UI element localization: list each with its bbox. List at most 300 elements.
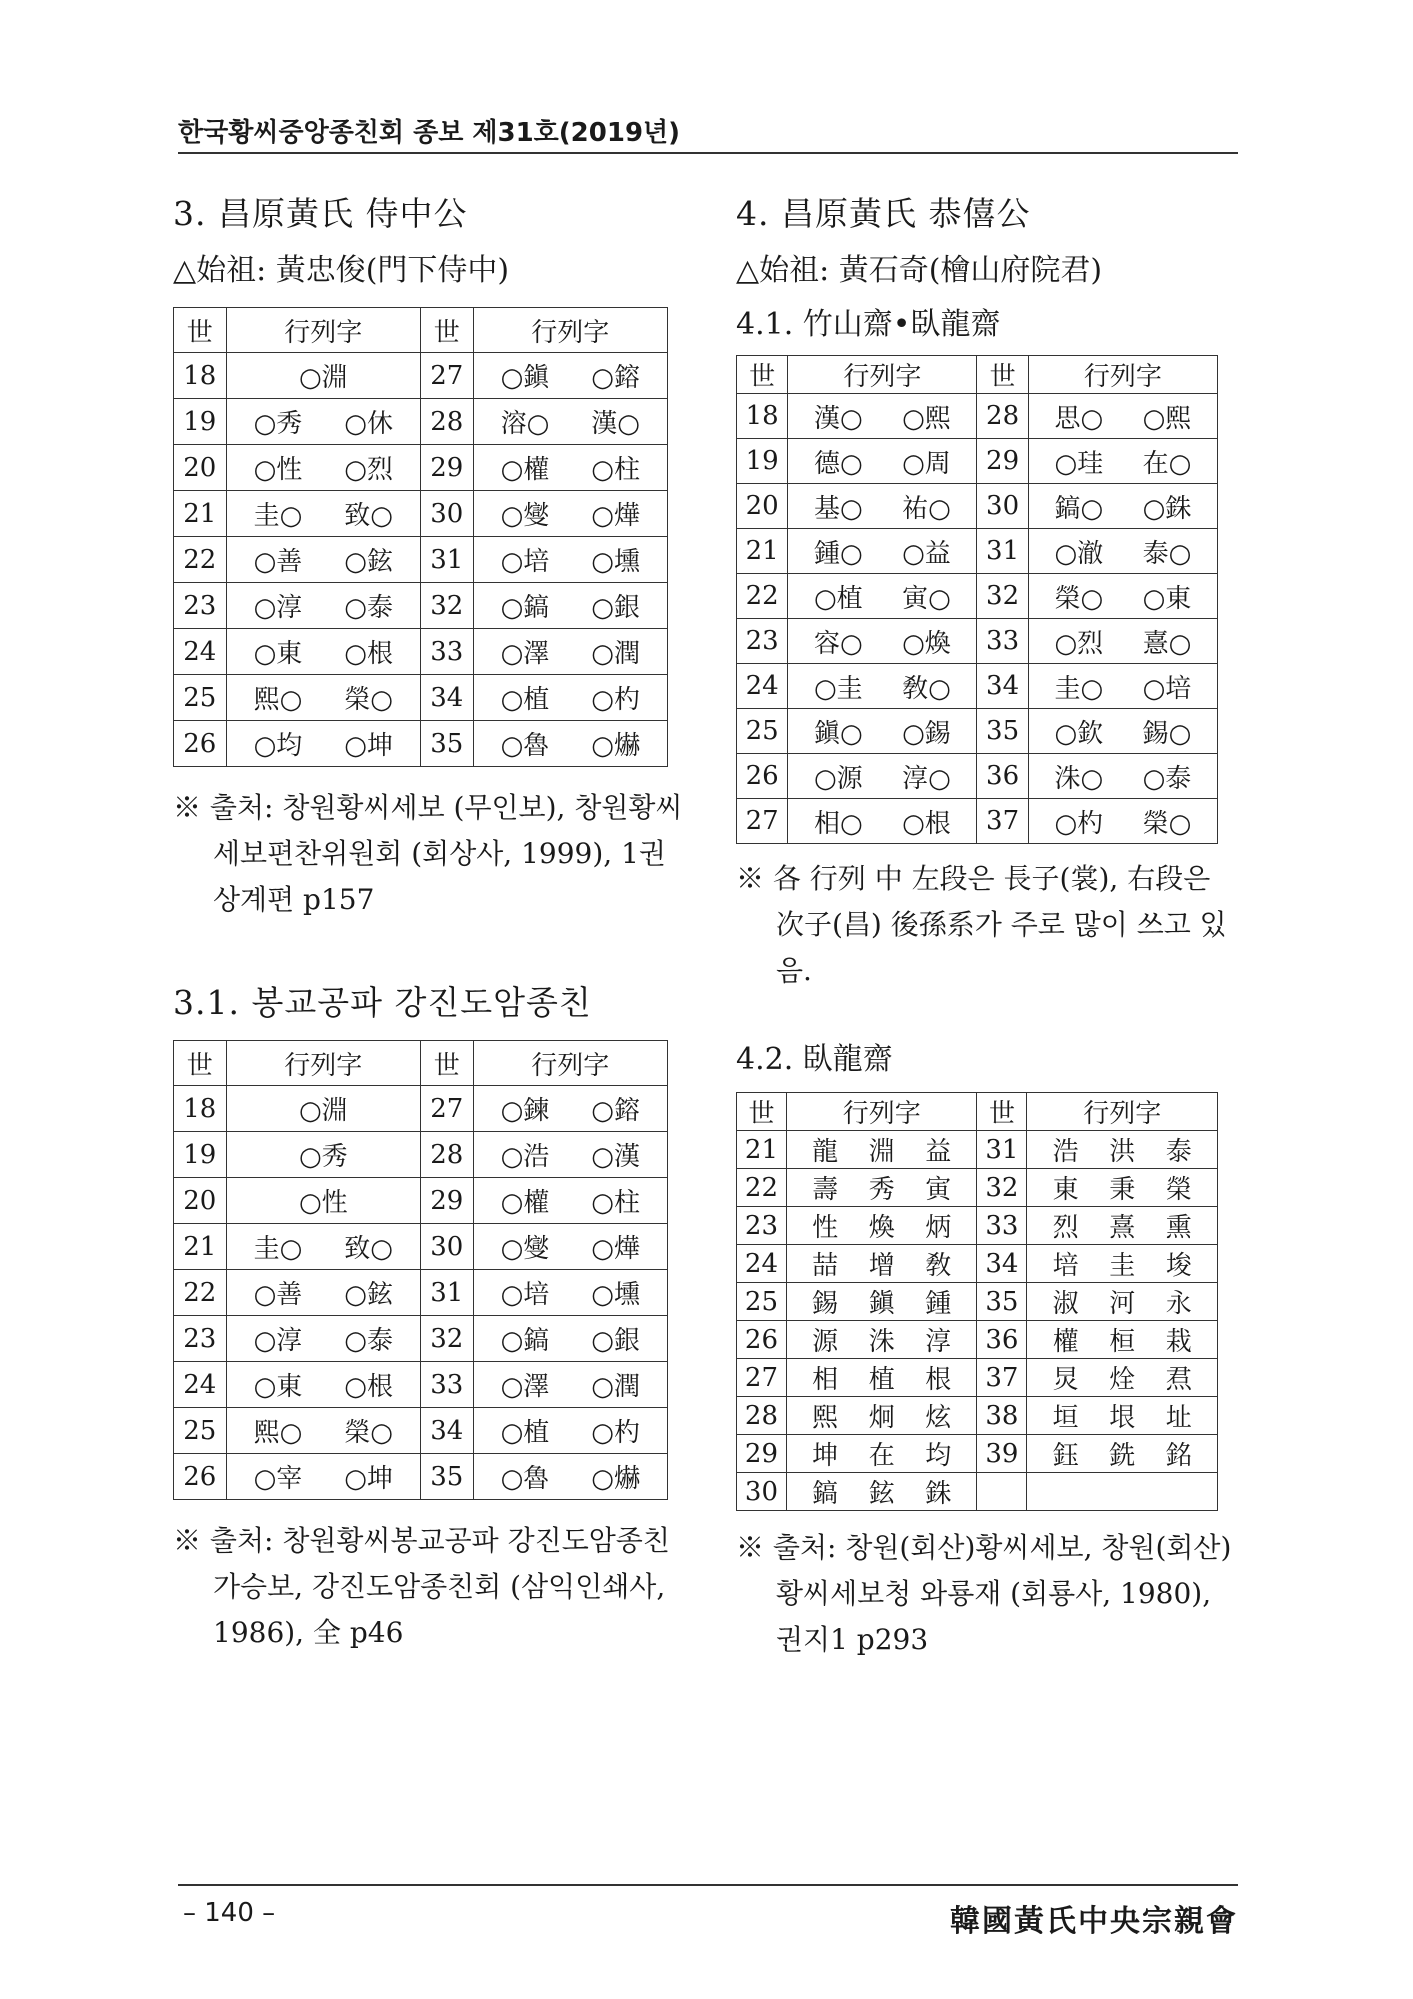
name-chars-cell [226, 491, 420, 537]
name-char: 泰○ [1142, 538, 1192, 569]
right-column [736, 188, 1246, 1663]
generation-number: 32 [420, 583, 473, 629]
name-chars-cell [226, 1316, 420, 1362]
name-char: 秉 [1109, 1175, 1136, 1205]
name-char: 炯 [868, 1403, 895, 1433]
name-char: ○鎬 [500, 593, 550, 623]
name-chars-cell [1028, 664, 1217, 709]
name-char: 圭○ [253, 501, 303, 531]
name-chars-cell [1028, 799, 1217, 844]
table-row [174, 629, 668, 675]
name-char: ○源 [813, 763, 863, 794]
name-chars-cell [786, 1359, 977, 1397]
name-char: 在 [868, 1441, 895, 1471]
name-char: 東 [1052, 1175, 1079, 1205]
name-char: ○根 [902, 808, 951, 839]
col-header-names: 行列字 [473, 308, 667, 353]
col-header-generation: 世 [174, 1041, 227, 1086]
table-row [174, 445, 668, 491]
generation-number: 35 [977, 1283, 1027, 1321]
name-chars-cell [226, 1132, 420, 1178]
name-char: 鎭 [868, 1289, 895, 1319]
name-char: 河 [1109, 1289, 1136, 1319]
name-char: 淳○ [902, 763, 951, 794]
name-char: ○魯 [500, 731, 550, 761]
col-header-generation: 世 [977, 1093, 1027, 1131]
name-char: ○澈 [1054, 538, 1104, 569]
name-char: ○均 [253, 731, 303, 761]
generation-number: 27 [420, 353, 473, 399]
name-char: 淵 [868, 1137, 895, 1167]
table-row [174, 721, 668, 767]
generation-number: 36 [977, 754, 1028, 799]
name-chars-cell [226, 353, 420, 399]
col-header-generation: 世 [977, 356, 1028, 394]
name-char: ○熙 [1142, 403, 1192, 434]
name-chars-cell [473, 1270, 667, 1316]
generation-number: 25 [174, 675, 227, 721]
name-char: 圭○ [1054, 673, 1104, 704]
name-chars-cell [788, 709, 977, 754]
name-char: 熙 [812, 1403, 839, 1433]
name-char: ○浩 [500, 1142, 550, 1172]
name-char: ○魯 [500, 1464, 550, 1494]
founder-line: △始祖: 黃石奇(檜山府院君) [736, 253, 1103, 288]
name-chars-cell [226, 445, 420, 491]
col-header-names: 行列字 [226, 308, 420, 353]
name-chars-cell [1028, 529, 1217, 574]
name-chars-cell [788, 754, 977, 799]
generation-number: 24 [174, 1362, 227, 1408]
name-char: ○植 [500, 1418, 550, 1448]
name-char: ○秀 [253, 409, 303, 439]
generation-number: 34 [977, 1245, 1027, 1283]
name-chars-cell [786, 1245, 977, 1283]
society-name: 韓國黃氏中央宗親會 [950, 1904, 1238, 1939]
name-chars-cell [788, 394, 977, 439]
name-chars-cell [1028, 754, 1217, 799]
name-chars-cell [473, 1132, 667, 1178]
name-chars-cell [473, 1086, 667, 1132]
generation-number: 29 [977, 439, 1028, 484]
name-char: 垣 [1052, 1403, 1079, 1433]
name-char: ○坤 [344, 1464, 393, 1494]
name-char: 圭○ [253, 1234, 303, 1264]
generation-number: 22 [174, 1270, 227, 1316]
name-char: ○益 [902, 538, 951, 569]
name-char: ○燁 [591, 501, 640, 531]
generation-number: 21 [737, 1131, 787, 1169]
name-char: 在○ [1142, 448, 1192, 479]
generation-table [736, 1092, 1218, 1511]
section-heading: 4.2. 臥龍齋 [736, 1042, 893, 1077]
name-char: ○植 [813, 583, 863, 614]
name-char: 熹 [1109, 1213, 1136, 1243]
name-char: 鈺 [1052, 1441, 1079, 1471]
name-chars-cell [473, 583, 667, 629]
name-char: 漢○ [813, 403, 863, 434]
name-chars-cell [788, 484, 977, 529]
name-char: ○根 [344, 639, 393, 669]
col-header-names: 行列字 [786, 1093, 977, 1131]
name-char: ○泰 [344, 593, 393, 623]
name-char: ○培 [1142, 673, 1192, 704]
table-row [174, 1178, 668, 1224]
generation-table [173, 307, 668, 767]
usage-note: ※ 各 行列 中 左段은 長子(裳), 右段은 次子(昌) 後孫系가 주로 많이 쓰고 있음. [736, 862, 1227, 987]
generation-number: 23 [737, 619, 788, 664]
name-char: 錫 [812, 1289, 839, 1319]
name-char: ○潤 [591, 1372, 640, 1402]
generation-number: 37 [977, 799, 1028, 844]
name-char: ○鎭 [500, 363, 550, 393]
generation-number: 26 [174, 1454, 227, 1500]
section-heading: 3.1. 봉교공파 강진도암종친 [173, 983, 592, 1022]
name-chars-cell [473, 1362, 667, 1408]
name-chars-cell [473, 399, 667, 445]
name-char: 熙○ [253, 1418, 303, 1448]
generation-number: 30 [420, 491, 473, 537]
name-chars-cell [1028, 484, 1217, 529]
generation-number: 27 [737, 1359, 787, 1397]
table-row [737, 439, 1218, 484]
name-char: 烈 [1052, 1213, 1079, 1243]
name-char: ○銀 [591, 1326, 640, 1356]
name-char: ○錫 [902, 718, 951, 749]
generation-number: 28 [737, 1397, 787, 1435]
table-row [174, 1362, 668, 1408]
name-char: ○銖 [1142, 493, 1192, 524]
name-char: ○烈 [344, 455, 393, 485]
name-char: ○燮 [500, 501, 550, 531]
source-note: ※ 출처: 창원황씨세보 (무인보), 창원황씨세보편찬위원회 (회상사, 1999), 1권 상계편 p157 [173, 791, 683, 916]
name-char: 鉉 [868, 1479, 895, 1509]
name-char: ○淵 [298, 363, 348, 393]
name-char: ○鎔 [591, 363, 640, 393]
generation-number: 20 [174, 445, 227, 491]
table-row [174, 1132, 668, 1178]
name-char: 相○ [813, 808, 863, 839]
name-char: 浩 [1052, 1137, 1079, 1167]
table-row [737, 1473, 1218, 1511]
table-row [737, 1321, 1218, 1359]
name-char: 榮 [1165, 1175, 1192, 1205]
name-char: 喆 [812, 1251, 839, 1281]
name-char: 增 [868, 1251, 895, 1281]
name-char: 垠 [1109, 1403, 1136, 1433]
name-char: ○根 [344, 1372, 393, 1402]
generation-number: 32 [420, 1316, 473, 1362]
name-char: 基○ [813, 493, 863, 524]
col-header-names: 行列字 [788, 356, 977, 394]
name-char: 鍾 [925, 1289, 952, 1319]
name-char: 永 [1165, 1289, 1192, 1319]
table-row [174, 353, 668, 399]
table-row [174, 1086, 668, 1132]
table-row [737, 1435, 1218, 1473]
name-chars-cell [1027, 1207, 1218, 1245]
generation-number: 21 [174, 491, 227, 537]
name-char: ○鉉 [344, 547, 393, 577]
generation-number: 30 [420, 1224, 473, 1270]
name-chars-cell [788, 664, 977, 709]
generation-number: 23 [174, 583, 227, 629]
source-note: ※ 출처: 창원황씨봉교공파 강진도암종친 가승보, 강진도암종친회 (삼익인쇄사, 1986), 全 p46 [173, 1524, 670, 1649]
name-char: 榮○ [344, 1418, 393, 1448]
name-chars-cell [788, 574, 977, 619]
generation-number: 30 [977, 484, 1028, 529]
name-char: ○周 [902, 448, 951, 479]
name-chars-cell [1028, 574, 1217, 619]
generation-number: 31 [977, 1131, 1027, 1169]
name-chars-cell [788, 529, 977, 574]
name-char: 鍾○ [813, 538, 863, 569]
name-char: 炫 [925, 1403, 952, 1433]
name-char: 淳 [925, 1327, 952, 1357]
name-chars-cell [1028, 394, 1217, 439]
table-row [174, 1454, 668, 1500]
name-chars-cell [473, 629, 667, 675]
generation-table [736, 355, 1218, 844]
name-char: 銘 [1165, 1441, 1192, 1471]
generation-number: 29 [737, 1435, 787, 1473]
table-row [737, 1283, 1218, 1321]
generation-number: 20 [737, 484, 788, 529]
generation-number: 23 [737, 1207, 787, 1245]
generation-number: 27 [420, 1086, 473, 1132]
left-column [173, 188, 683, 1656]
col-header-generation: 世 [420, 308, 473, 353]
generation-number: 20 [174, 1178, 227, 1224]
founder-line: △始祖: 黃忠俊(門下侍中) [173, 253, 510, 288]
generation-number: 19 [174, 1132, 227, 1178]
name-chars-cell [226, 1454, 420, 1500]
name-char: ○杓 [1054, 808, 1104, 839]
generation-number: 24 [737, 664, 788, 709]
name-chars-cell [226, 537, 420, 583]
name-char: ○杓 [591, 1418, 640, 1448]
name-char: ○休 [344, 409, 393, 439]
name-char: ○東 [253, 639, 303, 669]
generation-number: 39 [977, 1435, 1027, 1473]
generation-number: 22 [174, 537, 227, 583]
generation-number: 22 [737, 1169, 787, 1207]
generation-table [173, 1040, 668, 1500]
generation-number: 18 [174, 1086, 227, 1132]
generation-number: 33 [977, 619, 1028, 664]
name-char: 均 [925, 1441, 952, 1471]
name-char: ○熙 [902, 403, 951, 434]
name-char: ○漢 [591, 1142, 640, 1172]
name-char: ○淳 [253, 593, 303, 623]
name-char: ○燮 [500, 1234, 550, 1264]
col-header-names: 行列字 [473, 1041, 667, 1086]
name-chars-cell [473, 1178, 667, 1224]
name-char: ○植 [500, 685, 550, 715]
name-char: ○性 [253, 455, 303, 485]
name-char: ○秀 [298, 1142, 348, 1172]
name-char: ○澤 [500, 1372, 550, 1402]
name-chars-cell [226, 1178, 420, 1224]
name-char: 鎬 [812, 1479, 839, 1509]
col-header-generation: 世 [420, 1041, 473, 1086]
generation-number: 24 [174, 629, 227, 675]
name-chars-cell [786, 1321, 977, 1359]
name-chars-cell [473, 353, 667, 399]
table-row [737, 1169, 1218, 1207]
name-char: 權 [1052, 1327, 1079, 1357]
name-chars-cell [1027, 1245, 1218, 1283]
name-char: 錫○ [1142, 718, 1192, 749]
generation-number: 27 [737, 799, 788, 844]
name-char: 榮○ [1054, 583, 1104, 614]
name-chars-cell [786, 1169, 977, 1207]
name-char: 致○ [344, 1234, 393, 1264]
name-chars-cell [1027, 1359, 1218, 1397]
generation-number: 35 [420, 721, 473, 767]
name-char: ○淳 [253, 1326, 303, 1356]
name-chars-cell [1027, 1435, 1218, 1473]
table-row [737, 394, 1218, 439]
name-chars-cell [473, 675, 667, 721]
table-row [737, 754, 1218, 799]
name-char: 敎○ [902, 673, 951, 704]
name-chars-cell [226, 1408, 420, 1454]
name-chars-cell [226, 675, 420, 721]
generation-number: 35 [977, 709, 1028, 754]
generation-number: 28 [420, 1132, 473, 1178]
name-chars-cell [473, 1316, 667, 1362]
generation-number: 24 [737, 1245, 787, 1283]
generation-number: 26 [737, 1321, 787, 1359]
name-char: ○壎 [591, 547, 640, 577]
name-chars-cell [226, 1270, 420, 1316]
table-row [174, 399, 668, 445]
generation-number: 33 [420, 1362, 473, 1408]
generation-number: 28 [977, 394, 1028, 439]
name-char: ○性 [298, 1188, 348, 1218]
name-chars-cell [226, 721, 420, 767]
generation-number: 34 [420, 675, 473, 721]
table-row [737, 1397, 1218, 1435]
table-row [737, 799, 1218, 844]
name-chars-cell [786, 1283, 977, 1321]
name-chars-cell [788, 619, 977, 664]
name-chars-cell [786, 1131, 977, 1169]
name-char: ○善 [253, 1280, 303, 1310]
generation-number: 31 [420, 537, 473, 583]
name-char: 熙○ [253, 685, 303, 715]
name-char: 敎 [925, 1251, 952, 1281]
table-row [737, 709, 1218, 754]
name-char: 源 [812, 1327, 839, 1357]
name-char: ○潤 [591, 639, 640, 669]
name-chars-cell [1027, 1283, 1218, 1321]
name-char: ○銀 [591, 593, 640, 623]
generation-number: 31 [977, 529, 1028, 574]
name-char: 焄 [1165, 1365, 1192, 1395]
name-char: ○壎 [591, 1280, 640, 1310]
name-char: 榮○ [344, 685, 393, 715]
name-char: ○坤 [344, 731, 393, 761]
name-char: ○鎔 [591, 1096, 640, 1126]
generation-number: 25 [737, 709, 788, 754]
name-char: 銖 [925, 1479, 952, 1509]
name-char: ○鉉 [344, 1280, 393, 1310]
col-header-generation: 世 [737, 356, 788, 394]
name-char: 漢○ [591, 409, 640, 439]
generation-number: 37 [977, 1359, 1027, 1397]
generation-number: 34 [977, 664, 1028, 709]
name-char: ○圭 [813, 673, 863, 704]
name-char: 益 [925, 1137, 952, 1167]
name-char: ○澤 [500, 639, 550, 669]
section-heading: 4. 昌原黃氏 恭僖公 [736, 194, 1031, 233]
table-row [174, 675, 668, 721]
name-char: 址 [1165, 1403, 1192, 1433]
name-char: 壽 [812, 1175, 839, 1205]
name-chars-cell [473, 491, 667, 537]
table-row [174, 1408, 668, 1454]
name-char: ○泰 [1142, 763, 1192, 794]
generation-number: 26 [174, 721, 227, 767]
name-char: 淑 [1052, 1289, 1079, 1319]
name-char: 熏 [1165, 1213, 1192, 1243]
name-chars-cell [788, 439, 977, 484]
name-char: 炳 [925, 1213, 952, 1243]
name-char: ○爀 [591, 1464, 640, 1494]
name-chars-cell [1027, 1131, 1218, 1169]
name-chars-cell [473, 1408, 667, 1454]
name-char: 烇 [1109, 1365, 1136, 1395]
name-char: 致○ [344, 501, 393, 531]
name-char: ○權 [500, 1188, 550, 1218]
generation-number: 33 [420, 629, 473, 675]
generation-number: 28 [420, 399, 473, 445]
name-char: ○泰 [344, 1326, 393, 1356]
name-chars-cell [786, 1473, 977, 1511]
name-chars-cell [226, 629, 420, 675]
name-chars-cell [1028, 439, 1217, 484]
table-row [737, 1207, 1218, 1245]
name-chars-cell [226, 1362, 420, 1408]
name-char: 桓 [1109, 1327, 1136, 1357]
name-chars-cell [786, 1435, 977, 1473]
name-char: 祐○ [902, 493, 951, 524]
generation-number: 25 [174, 1408, 227, 1454]
name-char: 銑 [1109, 1441, 1136, 1471]
name-char: 栽 [1165, 1327, 1192, 1357]
generation-number: 18 [174, 353, 227, 399]
generation-number: 30 [737, 1473, 787, 1511]
name-char: ○淵 [298, 1096, 348, 1126]
name-chars-cell [473, 1224, 667, 1270]
generation-number: 34 [420, 1408, 473, 1454]
name-char: 榮○ [1142, 808, 1192, 839]
name-chars-cell [226, 583, 420, 629]
generation-number: 19 [737, 439, 788, 484]
name-char: ○爀 [591, 731, 640, 761]
generation-number: 19 [174, 399, 227, 445]
section-heading: 3. 昌原黃氏 侍中公 [173, 194, 468, 233]
generation-number: 22 [737, 574, 788, 619]
source-note: ※ 출처: 창원(회산)황씨세보, 창원(회산)황씨세보청 와룡재 (회룡사, 1980), 권지1 p293 [736, 1531, 1232, 1656]
table-row [737, 1131, 1218, 1169]
name-char: 秀 [868, 1175, 895, 1205]
name-char: ○東 [253, 1372, 303, 1402]
name-char: ○培 [500, 547, 550, 577]
name-chars-cell [1027, 1321, 1218, 1359]
